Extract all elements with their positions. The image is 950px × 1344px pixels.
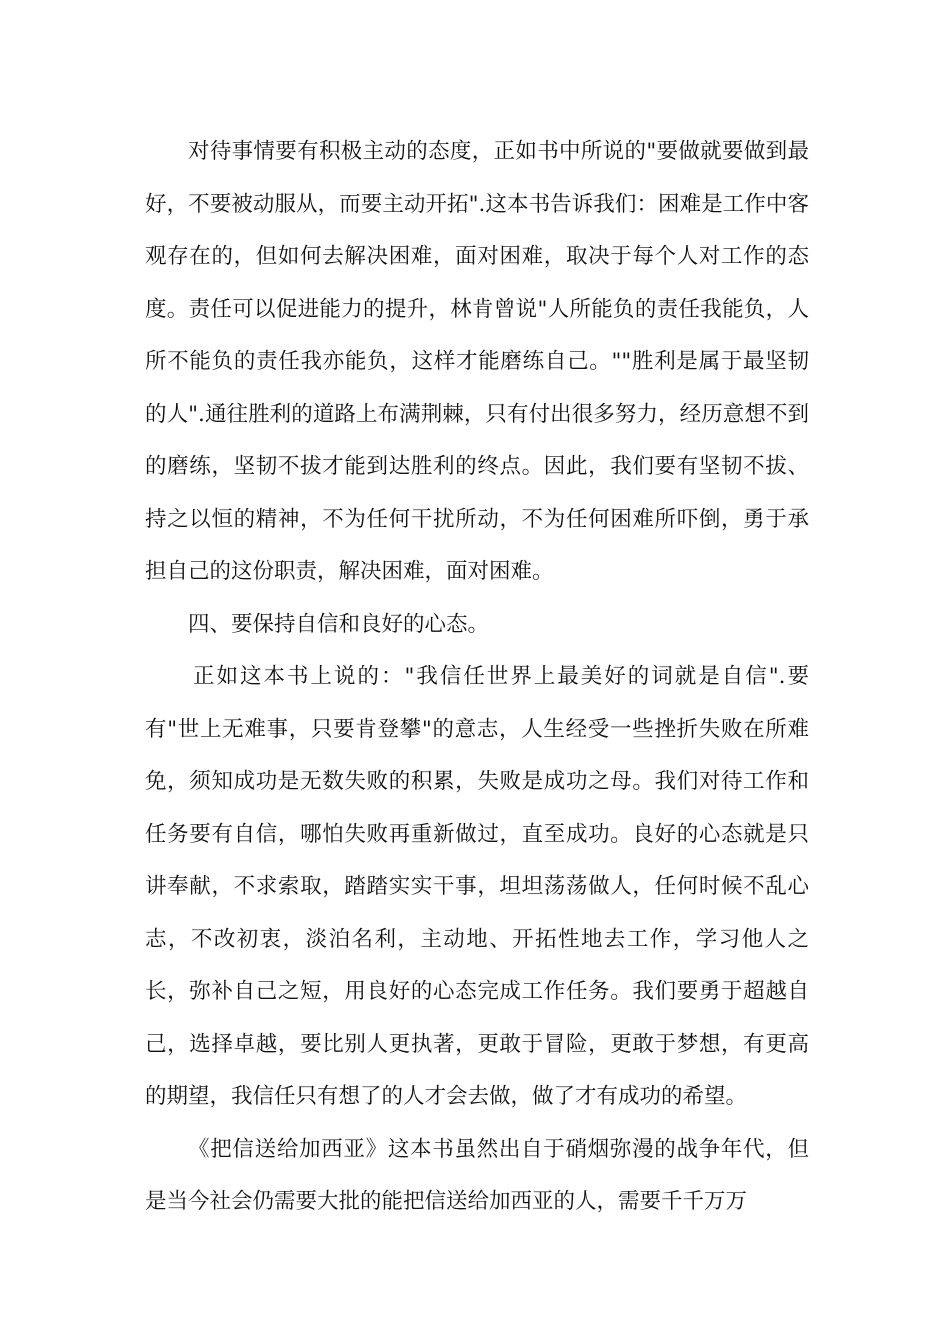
document-body xyxy=(145,126,809,1229)
paragraph-attitude: 对待事情要有积极主动的态度，正如书中所说的"要做就要做到最好，不要被动服从，而要主动开拓".这本书告诉我们：困难是工作中客观存在的，但如何去解决困难，面对困难，取决于每个人对工作的态度。责任可以促进能力的提升，林肯曾说"人所能负的责任我能负，人所不能负的责任我亦能负，这样才能磨练自己。""胜利是属于最坚韧的人".通往胜利的道路上布满荆棘，只有付出很多努力，经历意想不到的磨练，坚韧不拔才能到达胜利的终点。因此，我们要有坚韧不拔、持之以恒的精神，不为任何干扰所动，不为任何困难所吓倒，勇于承担自己的这份职责，解决困难，面对困难。 xyxy=(145,139,809,584)
paragraph-confidence: 正如这本书上说的："我信任世界上最美好的词就是自信".要有"世上无难事，只要肯登攀"的意志，人生经受一些挫折失败在所难免，须知成功是无数失败的积累，失败是成功之母。我们对待工作和任务要有自信，哪怕失败再重新做过，直至成功。良好的心态就是只讲奉献，不求索取，踏踏实实干事，坦坦荡荡做人，任何时候不乱心志，不改初衷，淡泊名利，主动地、开拓性地去工作，学习他人之长，弥补自己之短，用良好的心态完成工作任务。我们要勇于超越自己，选择卓越，要比别人更执著，更敢于冒险，更敢于梦想，有更高的期望，我信任只有想了的人才会去做，做了才有成功的希望。 xyxy=(145,664,809,1109)
section-heading-confidence: 四、要保持自信和良好的心态。 xyxy=(188,611,490,637)
paragraph-book-conclusion: 《把信送给加西亚》这本书虽然出自于硝烟弥漫的战争年代，但是当今社会仍需要大批的能把信送给加西亚的人，需要千千万万 xyxy=(145,1136,809,1214)
